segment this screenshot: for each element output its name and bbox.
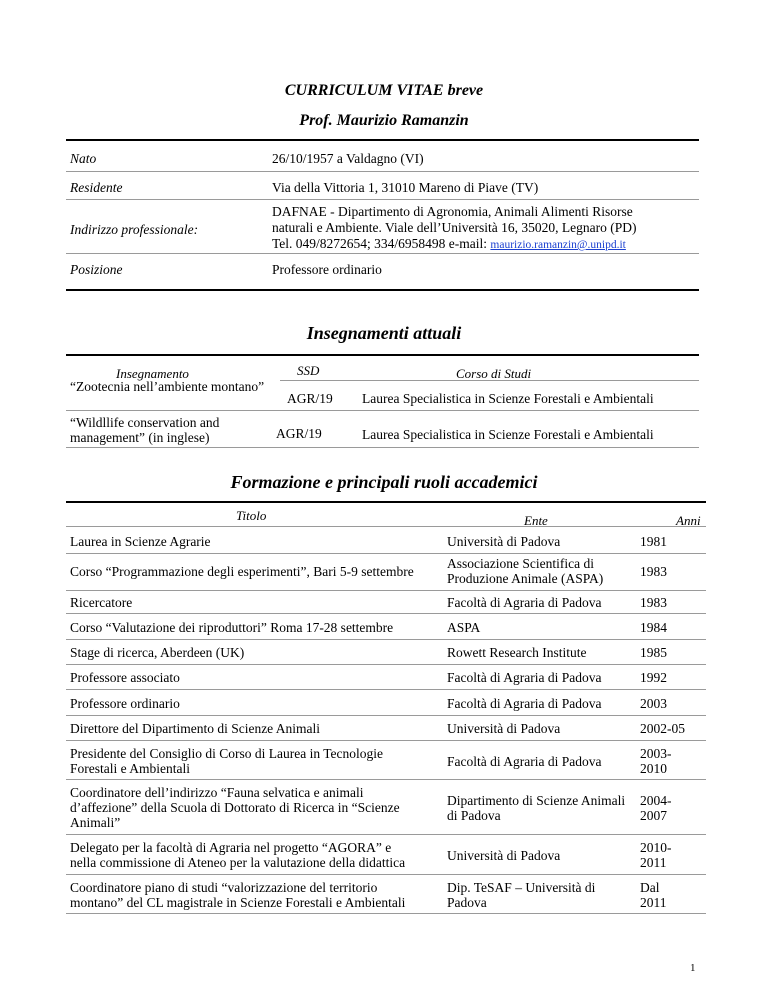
edu-row-title: Presidente del Consiglio di Corso di Laurea in Tecnologie bbox=[70, 746, 383, 761]
edu-row-anni: 1992 bbox=[640, 670, 667, 685]
teaching-row-1-ssd: AGR/19 bbox=[287, 391, 333, 406]
edu-row-ente-line2: Padova bbox=[447, 895, 487, 910]
edu-row-anni: 2003- bbox=[640, 746, 672, 761]
divider bbox=[66, 139, 699, 141]
edu-row-anni: 1984 bbox=[640, 620, 667, 635]
edu-row-ente: Università di Padova bbox=[447, 721, 561, 736]
divider bbox=[66, 289, 699, 291]
document-title: CURRICULUM VITAE breve bbox=[284, 82, 484, 99]
indirizzo-line3 bbox=[272, 236, 626, 253]
edu-row-title-line2: Forestali e Ambientali bbox=[70, 761, 190, 776]
row-divider bbox=[66, 171, 699, 172]
edu-row-ente: Dipartimento di Scienze Animali bbox=[447, 793, 626, 808]
divider bbox=[66, 354, 699, 356]
edu-row-title: Delegato per la facoltà di Agraria nel progetto “AGORA” e bbox=[70, 840, 392, 855]
edu-row-title: Professore associato bbox=[70, 670, 180, 685]
edu-row-ente: Università di Padova bbox=[447, 848, 561, 863]
edu-row-title-line2: d’affezione” della Scuola di Dottorato di Ricerca in “Scienze bbox=[70, 800, 400, 815]
row-divider bbox=[66, 553, 706, 554]
col-insegnamento: Insegnamento bbox=[116, 366, 189, 381]
edu-row-ente: Facoltà di Agraria di Padova bbox=[447, 754, 602, 769]
indirizzo-line2: naturali e Ambiente. Viale dell’Università 16, 35020, Legnaro (PD) bbox=[272, 220, 637, 235]
row-divider bbox=[66, 689, 706, 690]
edu-row-ente-line2: Produzione Animale (ASPA) bbox=[447, 571, 604, 586]
edu-row-anni: 1983 bbox=[640, 564, 667, 579]
edu-row-ente: Facoltà di Agraria di Padova bbox=[447, 595, 602, 610]
edu-row-anni-line2: 2011 bbox=[640, 895, 667, 910]
edu-row-ente: Università di Padova bbox=[447, 534, 561, 549]
teaching-row-2-name-line2: management” (in inglese) bbox=[70, 430, 210, 445]
edu-row-anni-line2: 2010 bbox=[640, 761, 667, 776]
residente-value: Via della Vittoria 1, 31010 Mareno di Piave (TV) bbox=[272, 180, 539, 195]
teaching-row-2-corso: Laurea Specialistica in Scienze Forestali e Ambientali bbox=[362, 427, 654, 442]
nato-label: Nato bbox=[70, 151, 97, 166]
edu-row-ente: Facoltà di Agraria di Padova bbox=[447, 670, 602, 685]
row-divider bbox=[280, 380, 699, 381]
edu-row-title: Corso “Programmazione degli esperimenti”, Bari 5-9 settembre bbox=[70, 564, 414, 579]
row-divider bbox=[66, 410, 699, 411]
edu-row-anni: 2003 bbox=[640, 696, 667, 711]
edu-row-title: Coordinatore piano di studi “valorizzazione del territorio bbox=[70, 880, 378, 895]
col-ente: Ente bbox=[524, 513, 548, 528]
col-anni: Anni bbox=[676, 513, 701, 528]
edu-row-ente: Associazione Scientifica di bbox=[447, 556, 594, 571]
email-link[interactable]: maurizio.ramanzin@.unipd.it bbox=[490, 239, 626, 251]
edu-row-ente: Rowett Research Institute bbox=[447, 645, 587, 660]
row-divider bbox=[66, 834, 706, 835]
row-divider bbox=[66, 526, 706, 527]
indirizzo-line1: DAFNAE - Dipartimento di Agronomia, Animali Alimenti Risorse bbox=[272, 204, 633, 219]
contact-text: Tel. 049/8272654; 334/6958498 e-mail: bbox=[272, 236, 491, 251]
edu-row-anni-line2: 2011 bbox=[640, 855, 667, 870]
indirizzo-label: Indirizzo professionale: bbox=[70, 222, 199, 237]
row-divider bbox=[66, 447, 699, 448]
row-divider bbox=[66, 590, 706, 591]
page-number: 1 bbox=[690, 962, 696, 974]
edu-row-title: Coordinatore dell’indirizzo “Fauna selvatica e animali bbox=[70, 785, 364, 800]
teaching-row-1-corso: Laurea Specialistica in Scienze Forestali e Ambientali bbox=[362, 391, 654, 406]
edu-row-ente: Dip. TeSAF – Università di bbox=[447, 880, 596, 895]
edu-row-anni: 1981 bbox=[640, 534, 667, 549]
row-divider bbox=[66, 715, 706, 716]
teaching-row-2-name-line1: “Wildllife conservation and bbox=[70, 415, 220, 430]
col-corso: Corso di Studi bbox=[456, 366, 532, 381]
row-divider bbox=[66, 740, 706, 741]
nato-value: 26/10/1957 a Valdagno (VI) bbox=[272, 151, 424, 166]
edu-row-title-line3: Animali” bbox=[70, 815, 121, 830]
edu-row-title: Direttore del Dipartimento di Scienze Animali bbox=[70, 721, 321, 736]
col-ssd: SSD bbox=[297, 363, 320, 378]
col-titolo: Titolo bbox=[236, 508, 267, 523]
row-divider bbox=[66, 253, 699, 254]
posizione-value: Professore ordinario bbox=[272, 262, 382, 277]
divider bbox=[66, 501, 706, 503]
edu-row-ente: ASPA bbox=[447, 620, 481, 635]
edu-row-title-line2: montano” del CL magistrale in Scienze Forestali e Ambientali bbox=[70, 895, 406, 910]
row-divider bbox=[66, 874, 706, 875]
teaching-row-2-ssd: AGR/19 bbox=[276, 426, 322, 441]
edu-row-ente-line2: di Padova bbox=[447, 808, 501, 823]
person-name: Prof. Maurizio Ramanzin bbox=[299, 112, 469, 129]
edu-row-title-line2: nella commissione di Ateneo per la valutazione della didattica bbox=[70, 855, 406, 870]
edu-row-title: Ricercatore bbox=[70, 595, 133, 610]
edu-row-title: Corso “Valutazione dei riproduttori” Roma 17-28 settembre bbox=[70, 620, 394, 635]
row-divider bbox=[66, 779, 706, 780]
edu-row-ente: Facoltà di Agraria di Padova bbox=[447, 696, 602, 711]
edu-row-anni: Dal bbox=[640, 880, 660, 895]
edu-row-anni: 2004- bbox=[640, 793, 672, 808]
education-section-title: Formazione e principali ruoli accademici bbox=[230, 472, 538, 492]
edu-row-anni: 2010- bbox=[640, 840, 672, 855]
edu-row-title: Laurea in Scienze Agrarie bbox=[70, 534, 211, 549]
edu-row-anni: 1985 bbox=[640, 645, 667, 660]
edu-row-title: Professore ordinario bbox=[70, 696, 180, 711]
edu-row-anni: 1983 bbox=[640, 595, 667, 610]
row-divider bbox=[66, 664, 706, 665]
teaching-row-1-name: “Zootecnia nell’ambiente montano” bbox=[70, 379, 265, 394]
row-divider bbox=[66, 613, 706, 614]
row-divider bbox=[66, 913, 706, 914]
residente-label: Residente bbox=[70, 180, 123, 195]
posizione-label: Posizione bbox=[70, 262, 123, 277]
row-divider bbox=[66, 199, 699, 200]
edu-row-title: Stage di ricerca, Aberdeen (UK) bbox=[70, 645, 245, 660]
teaching-section-title: Insegnamenti attuali bbox=[306, 323, 462, 343]
row-divider bbox=[66, 639, 706, 640]
edu-row-anni: 2002-05 bbox=[640, 721, 685, 736]
edu-row-anni-line2: 2007 bbox=[640, 808, 667, 823]
